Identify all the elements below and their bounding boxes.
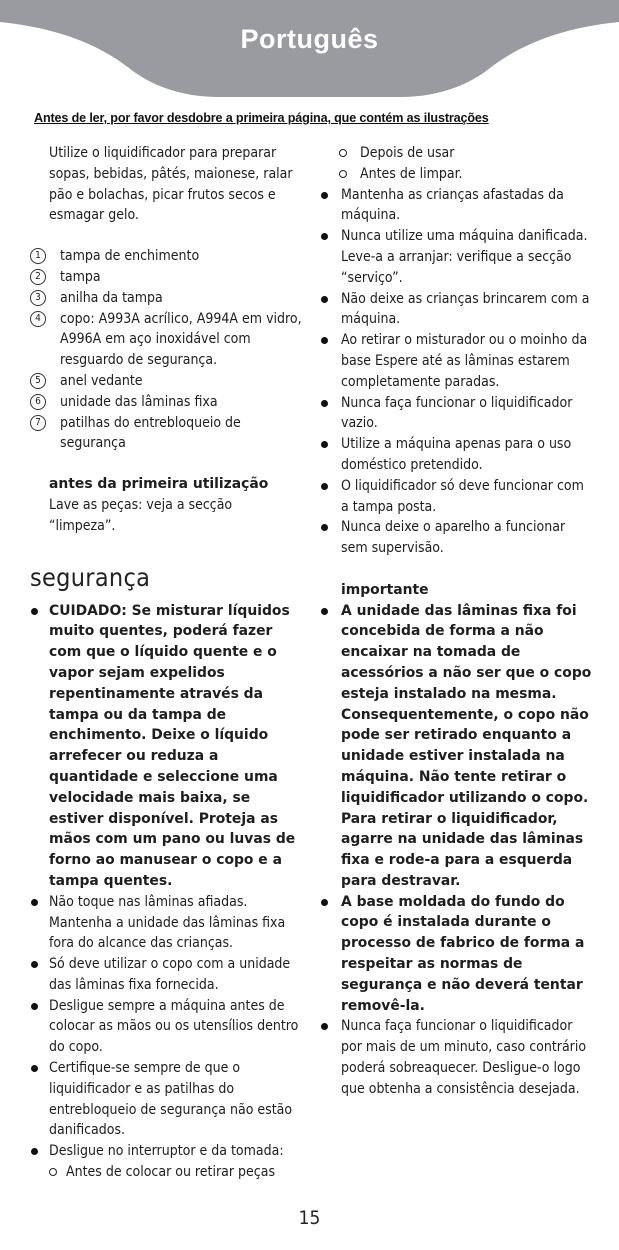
number-badge: 3 (30, 290, 46, 306)
first-use-text: Lave as peças: veja a secção “limpeza”. (49, 496, 233, 534)
page-number: 15 (298, 1207, 321, 1229)
intro-paragraph: Utilize o liquidificador para preparar sopas, bebidas, pâtés, maionese, ralar pão e bolachas, picar frutos secos e esmagar gelo. (49, 145, 293, 224)
language-header (0, 0, 619, 110)
part-item (30, 267, 302, 288)
part-item (30, 371, 302, 392)
safety-item: Ao retirar o misturador ou o moinho da base Espere até as lâminas estarem completamente paradas. (320, 330, 595, 392)
spacer (320, 559, 595, 580)
part-label: anilha da tampa (60, 289, 163, 306)
part-item (30, 246, 302, 267)
safety-item: Desligue sempre a máquina antes de colocar as mãos ou os utensílios dentro do copo. (30, 996, 302, 1058)
part-item (30, 413, 302, 455)
important-list (320, 601, 595, 1100)
part-label: unidade das lâminas fixa (60, 393, 218, 410)
safety-item-warning: CUIDADO: Se misturar líquidos muito quentes, poderá fazer com que o líquido quente e o vapor sejam expelidos repentinamente através da tampa ou da tampa de enchimento. Deixe o líquido arrefecer ou reduza a quantidade e seleccione uma velocidade mais baixa, se estiver disponível. Proteja as mãos com um pano ou luvas de forno ao manusear o copo e a tampa quentes. (30, 601, 302, 892)
safety-subitem: Antes de colocar ou retirar peças (30, 1162, 302, 1183)
parts-list (30, 246, 302, 454)
safety-item: Nunca faça funcionar o liquidificador vazio. (320, 393, 595, 435)
number-badge: 1 (30, 248, 46, 264)
safety-item: Não toque nas lâminas afiadas. Mantenha a unidade das lâminas fixa fora do alcance das crianças. (30, 892, 302, 954)
safety-item: Desligue no interruptor e da tomada: (30, 1141, 302, 1162)
right-column (320, 143, 595, 1100)
first-use-heading: antes da primeira utilização (49, 476, 269, 493)
safety-subitem: Antes de limpar. (320, 164, 595, 185)
safety-item: Só deve utilizar o copo com a unidade das lâminas fixa fornecida. (30, 954, 302, 996)
important-item: A base moldada do fundo do copo é instalada durante o processo de fabrico de forma a respeitar as normas de segurança e não deverá tentar removê-la. (320, 892, 595, 1017)
part-item (30, 392, 302, 413)
safety-list-left (30, 601, 302, 1183)
safety-item: Nunca deixe o aparelho a funcionar sem supervisão. (320, 517, 595, 559)
safety-item: Utilize a máquina apenas para o uso doméstico pretendido. (320, 434, 595, 476)
safety-item: Mantenha as crianças afastadas da máquina. (320, 185, 595, 227)
first-use-section (30, 474, 302, 536)
part-item (30, 309, 302, 371)
number-badge: 5 (30, 373, 46, 389)
safety-list-right (320, 143, 595, 559)
number-badge: 7 (30, 415, 46, 431)
safety-item: Certifique-se sempre de que o liquidificador e as patilhas do entrebloqueio de segurança não estão danificados. (30, 1058, 302, 1141)
part-label: tampa de enchimento (60, 248, 200, 265)
important-item: A unidade das lâminas fixa foi concebida de forma a não encaixar na tomada de acessórios a não ser que o copo esteja instalado na mesma. Consequentemente, o copo não pode ser retirado enquanto a unidade estiver instalada na máquina. Não tente retirar o liquidificador utilizando o copo. Para retirar o liquidificador, agarre na unidade das lâminas fixa e rode-a para a esquerda para destravar. (320, 601, 595, 892)
part-label: anel vedante (60, 372, 143, 389)
number-badge: 4 (30, 311, 46, 327)
safety-subitem: Depois de usar (320, 143, 595, 164)
part-label: tampa (60, 268, 101, 285)
header-tab-shape (0, 0, 619, 110)
part-item (30, 288, 302, 309)
number-badge: 2 (30, 269, 46, 285)
safety-section-title: segurança (30, 562, 151, 592)
unfold-notice: Antes de ler, por favor desdobre a primeira página, que contém as ilustrações (34, 111, 489, 125)
number-badge: 6 (30, 394, 46, 410)
left-column (30, 143, 302, 1183)
part-label: copo: A993A acrílico, A994A em vidro, A996A em aço inoxidável com resguardo de segurança. (60, 310, 302, 369)
important-item: Nunca faça funcionar o liquidificador por mais de um minuto, caso contrário poderá sobreaquecer. Desligue-o logo que obtenha a consistência desejada. (320, 1016, 595, 1099)
safety-item: O liquidificador só deve funcionar com a tampa posta. (320, 476, 595, 518)
safety-item: Não deixe as crianças brincarem com a máquina. (320, 289, 595, 331)
part-label: patilhas do entrebloqueio de segurança (60, 414, 241, 452)
language-title: Português (240, 24, 379, 54)
important-heading: importante (341, 581, 429, 598)
safety-item: Nunca utilize uma máquina danificada. Leve-a a arranjar: verifique a secção “serviço”. (320, 226, 595, 288)
